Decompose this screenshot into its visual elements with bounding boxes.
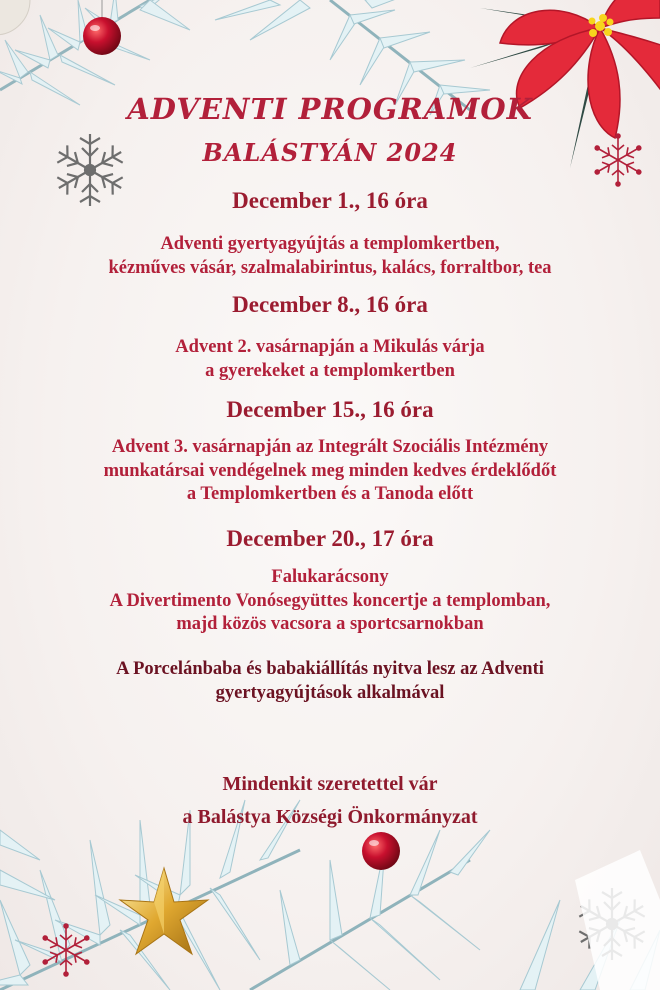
event-date-2: December 8., 16 óra bbox=[232, 292, 428, 317]
page-subtitle: BALÁSTYÁN 2024 bbox=[202, 138, 458, 167]
white-ornament-top-left bbox=[0, 0, 30, 35]
event-description-3 bbox=[0, 436, 660, 507]
event-3-line-1: Advent 3. vasárnapján az Integrált Szociális Intézmény bbox=[111, 437, 549, 457]
event-date-4: December 20., 17 óra bbox=[226, 526, 434, 551]
event-date-3: December 15., 16 óra bbox=[226, 397, 434, 422]
event-1-line-1: Adventi gyertyagyújtás a templomkertben, bbox=[160, 234, 500, 254]
exhibition-line-1: A Porcelánbaba és babakiállítás nyitva lesz az Adventi bbox=[116, 659, 544, 679]
event-date-1: December 1., 16 óra bbox=[232, 188, 428, 213]
event-2-line-2: a gyerekeket a templomkertben bbox=[205, 360, 455, 381]
page-title: ADVENTI PROGRAMOK bbox=[127, 92, 533, 126]
red-ornament-ball-bottom bbox=[362, 832, 400, 870]
event-4-line-3: majd közös vacsora a sportcsarnokban bbox=[176, 614, 484, 634]
event-description-1 bbox=[0, 233, 660, 280]
event-description-4 bbox=[0, 566, 660, 637]
exhibition-note bbox=[0, 658, 660, 705]
event-3-line-3: a Templomkertben és a Tanoda előtt bbox=[186, 484, 474, 504]
event-2-line-1: Advent 2. vasárnapján a Mikulás várja bbox=[175, 337, 485, 357]
event-description-2 bbox=[0, 336, 660, 383]
event-4-line-2: A Divertimento Vonósegyüttes koncertje a templomban, bbox=[109, 590, 551, 611]
closing-line-1: Mindenkit szeretettel vár bbox=[222, 773, 438, 795]
exhibition-line-2: gyertyagyújtások alkalmával bbox=[215, 682, 445, 703]
event-3-line-2: munkatársai vendégelnek meg minden kedves érdeklődőt bbox=[103, 460, 557, 481]
event-4-line-1: Falukarácsony bbox=[271, 567, 389, 587]
event-1-line-2: kézműves vásár, szalmalabirintus, kalács, forraltbor, tea bbox=[108, 257, 552, 278]
white-paper-corner bbox=[575, 850, 660, 990]
closing-line-2: a Balástya Községi Önkormányzat bbox=[182, 806, 478, 828]
closing-message bbox=[0, 768, 660, 834]
